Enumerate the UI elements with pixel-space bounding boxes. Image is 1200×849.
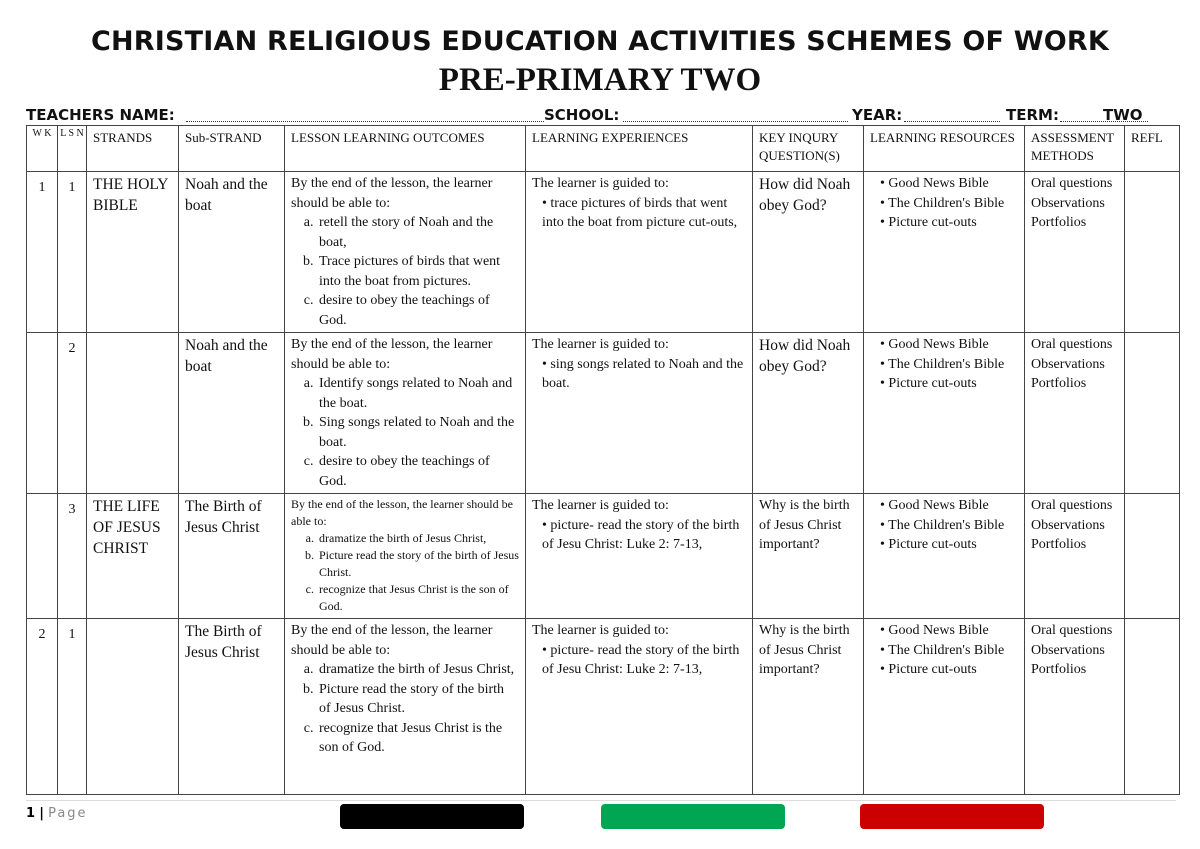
- info-line: [26, 106, 1176, 124]
- cell-sub-strand: The Birth of Jesus Christ: [179, 494, 285, 619]
- footer-green-bar: [601, 804, 785, 829]
- footer-black-bar: [340, 804, 524, 829]
- experience-item: • picture- read the story of the birth of Jesu Christ: Luke 2: 7-13,: [542, 516, 746, 555]
- cell-refl[interactable]: [1125, 619, 1180, 795]
- cell-sub-strand: The Birth of Jesus Christ: [179, 619, 285, 795]
- outcome-intro: By the end of the lesson, the learner should be able to:: [291, 497, 513, 528]
- cell-strand: THE HOLY BIBLE: [87, 172, 179, 333]
- cell-sub-strand: Noah and the boat: [179, 172, 285, 333]
- cell-question: How did Noah obey God?: [753, 333, 864, 494]
- cell-lsn: 2: [58, 333, 87, 494]
- cell-strand: [87, 333, 179, 494]
- outcome-list: [291, 530, 519, 615]
- page-separator: |: [39, 806, 44, 821]
- year-blank[interactable]: [904, 121, 1000, 122]
- cell-wk: 1: [27, 172, 58, 333]
- cell-wk: [27, 333, 58, 494]
- cell-experiences: [526, 172, 753, 333]
- outcome-item: b. Sing songs related to Noah and the boat.: [317, 413, 519, 452]
- cell-refl[interactable]: [1125, 333, 1180, 494]
- experience-intro: The learner is guided to:: [532, 176, 669, 191]
- teachers-name-blank[interactable]: [186, 121, 544, 122]
- outcome-item: b. Picture read the story of the birth of Jesus Christ.: [317, 680, 519, 719]
- experience-item: • trace pictures of birds that went into the boat from picture cut-outs,: [542, 194, 746, 233]
- experience-intro: The learner is guided to:: [532, 623, 669, 638]
- cell-assessment: Oral questions Observations Portfolios: [1025, 333, 1125, 494]
- resource-item: • The Children's Bible: [880, 641, 1018, 661]
- outcome-item: c. desire to obey the teachings of God.: [317, 452, 519, 491]
- year-label: YEAR:: [852, 106, 903, 124]
- col-header-refl: REFL: [1125, 126, 1180, 172]
- experience-item: • sing songs related to Noah and the boat.: [542, 355, 746, 394]
- cell-question: Why is the birth of Jesus Christ important?: [753, 494, 864, 619]
- cell-assessment: Oral questions Observations Portfolios: [1025, 494, 1125, 619]
- cell-question: How did Noah obey God?: [753, 172, 864, 333]
- cell-lsn: 3: [58, 494, 87, 619]
- cell-outcomes: [285, 172, 526, 333]
- cell-refl[interactable]: [1125, 494, 1180, 619]
- teachers-name-label: TEACHERS NAME:: [26, 106, 175, 124]
- col-header-outcomes: LESSON LEARNING OUTCOMES: [285, 126, 526, 172]
- document-subtitle: PRE-PRIMARY TWO: [438, 62, 762, 98]
- cell-refl[interactable]: [1125, 172, 1180, 333]
- outcome-intro: By the end of the lesson, the learner should be able to:: [291, 337, 493, 372]
- cell-strand: [87, 619, 179, 795]
- cell-experiences: [526, 619, 753, 795]
- school-label: SCHOOL:: [544, 106, 620, 124]
- col-header-lsn: L S N: [58, 126, 87, 172]
- cell-question: Why is the birth of Jesus Christ important?: [753, 619, 864, 795]
- resource-item: • The Children's Bible: [880, 516, 1018, 536]
- cell-resources: [864, 333, 1025, 494]
- school-blank[interactable]: [623, 121, 848, 122]
- outcome-intro: By the end of the lesson, the learner should be able to:: [291, 176, 493, 211]
- table-row: [27, 172, 1180, 333]
- cell-wk: 2: [27, 619, 58, 795]
- cell-wk: [27, 494, 58, 619]
- cell-resources: [864, 494, 1025, 619]
- outcome-item: a. dramatize the birth of Jesus Christ,: [317, 530, 519, 547]
- page-number: 1: [26, 806, 36, 821]
- term-value: TWO: [1103, 106, 1143, 124]
- resource-item: • Picture cut-outs: [880, 535, 1018, 555]
- outcome-item: a. Identify songs related to Noah and the boat.: [317, 374, 519, 413]
- outcome-list: [291, 374, 519, 491]
- term-label: TERM:: [1006, 106, 1059, 124]
- outcome-item: b. Trace pictures of birds that went into the boat from pictures.: [317, 252, 519, 291]
- col-header-sub-strand: Sub-STRAND: [179, 126, 285, 172]
- page-label: Page: [48, 806, 88, 821]
- outcome-item: a. dramatize the birth of Jesus Christ,: [317, 660, 519, 680]
- col-header-question: KEY INQURY QUESTION(S): [753, 126, 864, 172]
- cell-resources: [864, 172, 1025, 333]
- resource-item: • Good News Bible: [880, 496, 1018, 516]
- col-header-wk: W K: [27, 126, 58, 172]
- cell-experiences: [526, 494, 753, 619]
- col-header-experiences: LEARNING EXPERIENCES: [526, 126, 753, 172]
- experience-item: • picture- read the story of the birth of Jesu Christ: Luke 2: 7-13,: [542, 641, 746, 680]
- resource-item: • Picture cut-outs: [880, 660, 1018, 680]
- outcome-item: a. retell the story of Noah and the boat,: [317, 213, 519, 252]
- cell-resources: [864, 619, 1025, 795]
- outcome-item: c. recognize that Jesus Christ is the son of God.: [317, 581, 519, 615]
- cell-assessment: Oral questions Observations Portfolios: [1025, 619, 1125, 795]
- document-title: CHRISTIAN RELIGIOUS EDUCATION ACTIVITIES SCHEMES OF WORK: [90, 26, 1110, 57]
- experience-intro: The learner is guided to:: [532, 337, 669, 352]
- resource-item: • Good News Bible: [880, 174, 1018, 194]
- cell-outcomes: [285, 494, 526, 619]
- footer-divider: [26, 800, 1176, 801]
- footer-red-bar: [860, 804, 1044, 829]
- outcome-intro: By the end of the lesson, the learner should be able to:: [291, 623, 493, 658]
- resource-item: • Picture cut-outs: [880, 213, 1018, 233]
- col-header-strands: STRANDS: [87, 126, 179, 172]
- cell-lsn: 1: [58, 619, 87, 795]
- cell-strand: THE LIFE OF JESUS CHRIST: [87, 494, 179, 619]
- page-footer: [26, 806, 88, 821]
- resource-item: • Good News Bible: [880, 621, 1018, 641]
- resource-item: • Good News Bible: [880, 335, 1018, 355]
- outcome-list: [291, 660, 519, 758]
- cell-sub-strand: Noah and the boat: [179, 333, 285, 494]
- table-header-row: [27, 126, 1180, 172]
- outcome-list: [291, 213, 519, 330]
- cell-lsn: 1: [58, 172, 87, 333]
- table-row: [27, 619, 1180, 795]
- schemes-of-work-table: [26, 125, 1180, 795]
- experience-intro: The learner is guided to:: [532, 498, 669, 513]
- table-row: [27, 333, 1180, 494]
- outcome-item: c. desire to obey the teachings of God.: [317, 291, 519, 330]
- resource-item: • Picture cut-outs: [880, 374, 1018, 394]
- col-header-resources: LEARNING RESOURCES: [864, 126, 1025, 172]
- resource-item: • The Children's Bible: [880, 355, 1018, 375]
- cell-outcomes: [285, 333, 526, 494]
- outcome-item: b. Picture read the story of the birth of Jesus Christ.: [317, 547, 519, 581]
- outcome-item: c. recognize that Jesus Christ is the son of God.: [317, 719, 519, 758]
- cell-outcomes: [285, 619, 526, 795]
- resource-item: • The Children's Bible: [880, 194, 1018, 214]
- cell-experiences: [526, 333, 753, 494]
- col-header-assessment: ASSESSMENT METHODS: [1025, 126, 1125, 172]
- cell-assessment: Oral questions Observations Portfolios: [1025, 172, 1125, 333]
- table-row: [27, 494, 1180, 619]
